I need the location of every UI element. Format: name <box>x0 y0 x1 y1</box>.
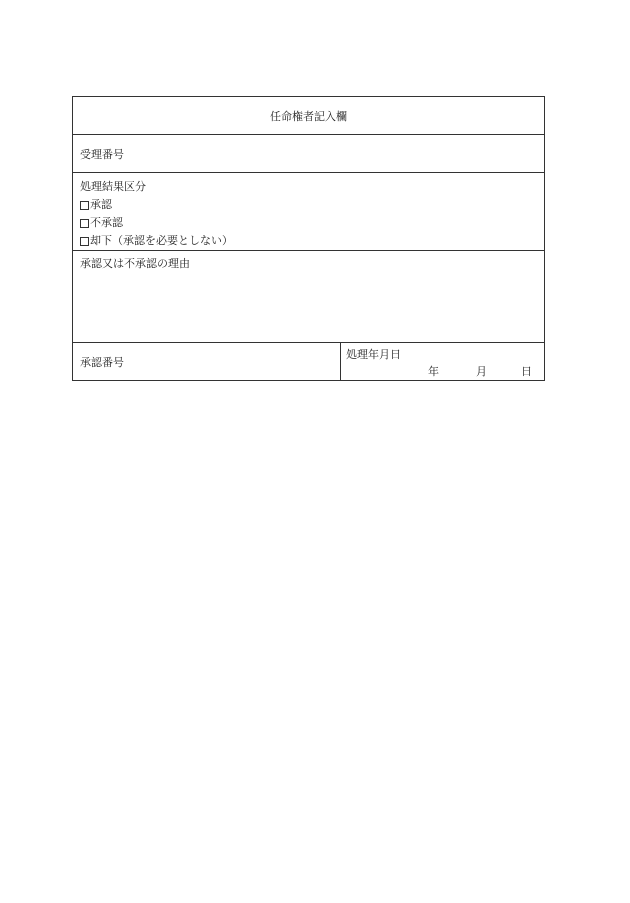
date-day-unit: 日 <box>521 365 532 378</box>
date-month-unit: 月 <box>476 365 487 378</box>
approve-checkbox[interactable] <box>80 201 89 210</box>
reject-label: 却下（承認を必要としない） <box>90 234 233 247</box>
processing-date-cell[interactable] <box>341 343 544 380</box>
processing-result-heading: 処理結果区分 <box>80 180 146 193</box>
reason-label: 承認又は不承認の理由 <box>80 257 190 270</box>
processing-result-heading-line <box>80 178 544 196</box>
approve-label: 承認 <box>90 198 112 211</box>
processing-result-row <box>73 172 544 250</box>
disapprove-label: 不承認 <box>90 216 123 229</box>
form-title: 任命権者記入欄 <box>270 109 347 123</box>
option-approve[interactable] <box>80 196 544 214</box>
processing-date-label: 処理年月日 <box>346 348 401 361</box>
reject-checkbox[interactable] <box>80 237 89 246</box>
date-year-unit: 年 <box>428 365 439 378</box>
form-title-row <box>73 97 544 134</box>
approval-number-label: 承認番号 <box>80 355 124 369</box>
disapprove-checkbox[interactable] <box>80 219 89 228</box>
appointing-authority-form <box>72 96 545 381</box>
reason-row[interactable] <box>73 250 544 342</box>
option-reject[interactable] <box>80 232 544 250</box>
processing-date-parts <box>341 363 544 377</box>
bottom-row <box>73 342 544 380</box>
approval-number-cell[interactable] <box>73 343 341 380</box>
receipt-number-label: 受理番号 <box>80 147 124 161</box>
option-disapprove[interactable] <box>80 214 544 232</box>
receipt-number-row[interactable] <box>73 134 544 172</box>
